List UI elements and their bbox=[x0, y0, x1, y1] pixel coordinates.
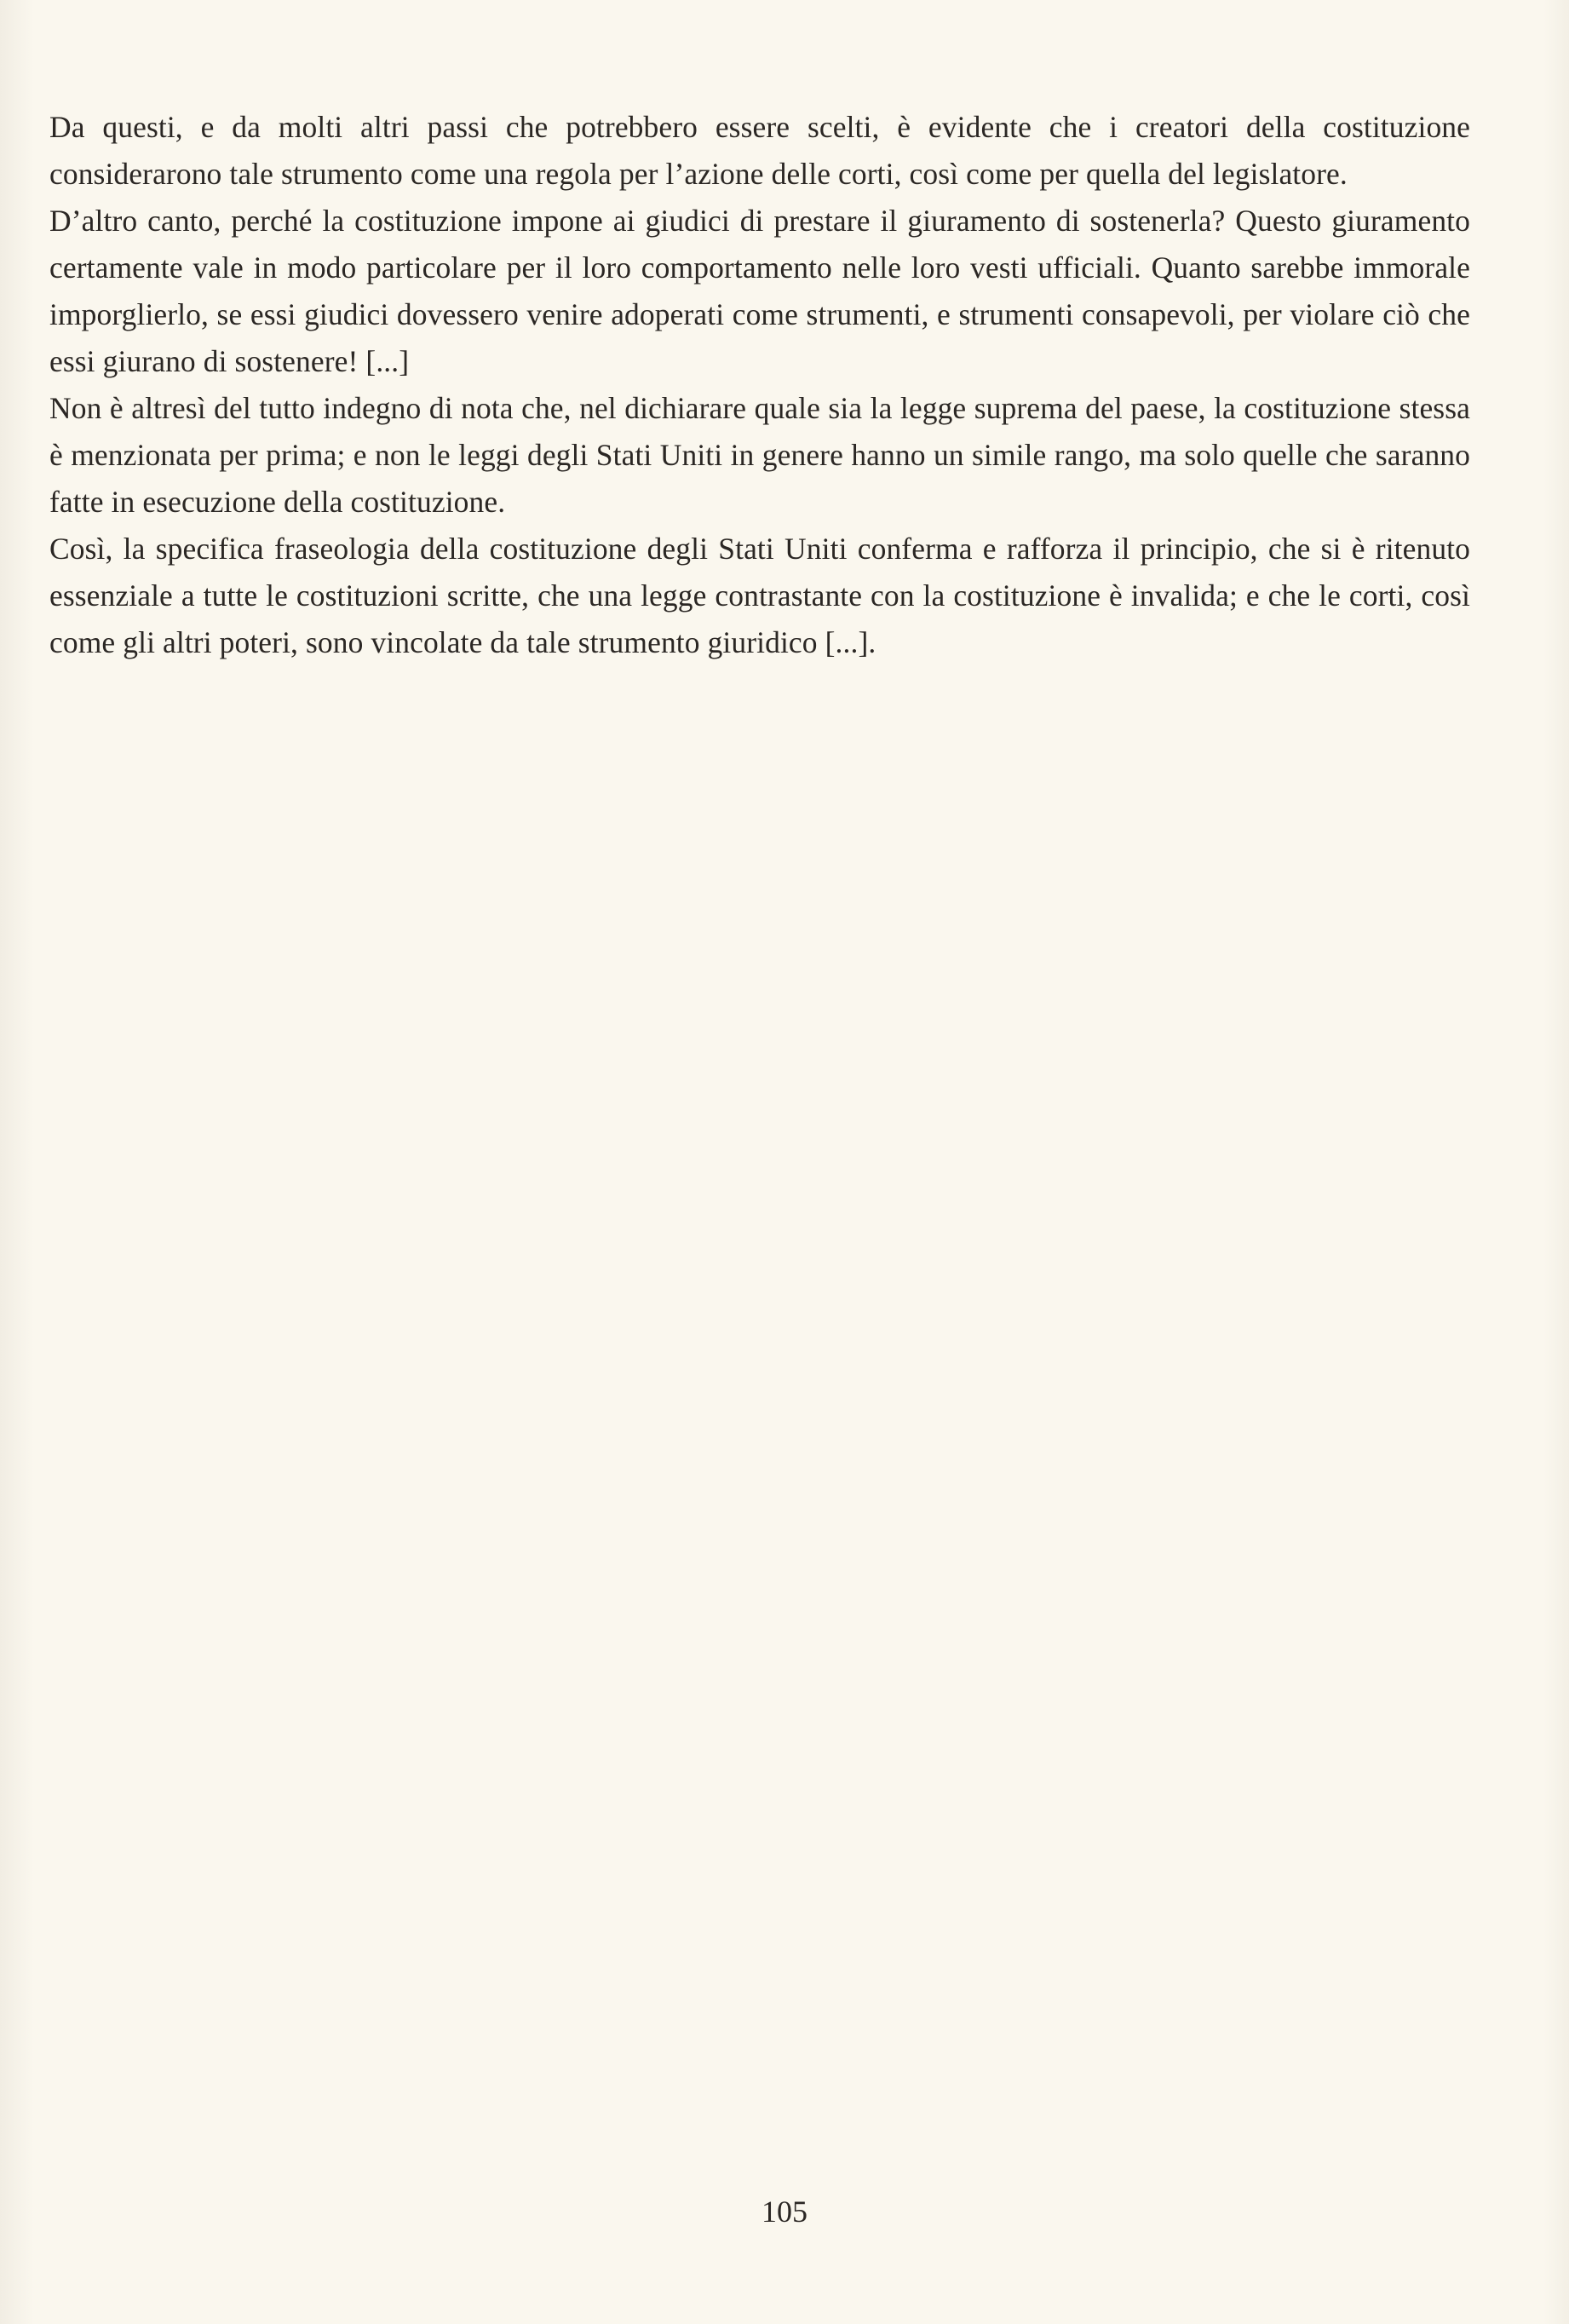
page-number: 105 bbox=[762, 2195, 807, 2229]
page-edge-shadow bbox=[1543, 0, 1569, 2324]
paragraph-4: Così, la specifica fraseologia della costituzione degli Stati Uniti conferma e rafforza il principio, che si è ritenuto essenziale a tutte le costituzioni scritte, che una legge contrastante con la costituzione è invalida; e che le corti, così come gli altri poteri, sono vincolate da tale strumento giuridico [...]. bbox=[49, 532, 1470, 659]
paragraph-3: Non è altresì del tutto indegno di nota che, nel dichiarare quale sia la legge suprema del paese, la costituzione stessa è menzionata per prima; e non le leggi degli Stati Uniti in genere hanno un simile rango, ma solo quelle che saranno fatte in esecuzione della costituzione. bbox=[49, 391, 1470, 519]
paragraph-2: D’altro canto, perché la costituzione impone ai giudici di prestare il giuramento di sostenerla? Questo giuramento certamente vale in modo particolare per il loro comportamento nelle loro vesti ufficiali. Quanto sarebbe immorale imporglierlo, se essi giudici dovessero venire adoperati come strumenti, e strumenti consapevoli, per violare ciò che essi giurano di sostenere! [...] bbox=[49, 204, 1470, 378]
page-gutter-shadow bbox=[0, 0, 34, 2324]
paragraph-1: Da questi, e da molti altri passi che potrebbero essere scelti, è evidente che i creatori della costituzione considerarono tale strumento come una regola per l’azione delle corti, così come per quella del legislatore. bbox=[49, 110, 1470, 191]
body-text bbox=[49, 104, 1470, 666]
